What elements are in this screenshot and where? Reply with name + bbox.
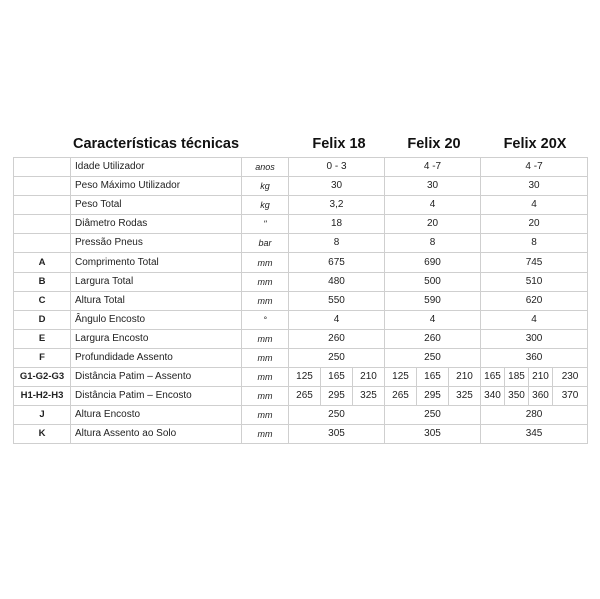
row-unit: mm: [242, 425, 289, 444]
row-unit: mm: [242, 368, 289, 387]
row-label: Distância Patim – Encosto: [71, 387, 242, 406]
table-row: [14, 406, 588, 425]
row-label: Peso Máximo Utilizador: [71, 177, 242, 196]
table-row: [14, 177, 588, 196]
value-cell: 480: [289, 272, 385, 291]
value-cell: 165: [481, 368, 505, 387]
row-code: [14, 177, 71, 196]
value-cell: 185: [505, 368, 529, 387]
row-unit: bar: [242, 234, 289, 253]
row-unit: mm: [242, 291, 289, 310]
value-cell: 4: [289, 310, 385, 329]
value-cell: 250: [385, 406, 481, 425]
row-unit: °: [242, 310, 289, 329]
value-cell: 250: [289, 406, 385, 425]
value-cell: 265: [289, 387, 321, 406]
value-cell: 590: [385, 291, 481, 310]
value-cell: 230: [553, 368, 588, 387]
value-cell: 300: [481, 329, 588, 348]
table-row: [14, 215, 588, 234]
value-cell: 18: [289, 215, 385, 234]
value-cell: 210: [449, 368, 481, 387]
row-label: Distância Patim – Assento: [71, 368, 242, 387]
value-cell: 260: [385, 329, 481, 348]
value-cell: 4 -7: [481, 158, 588, 177]
row-unit: mm: [242, 272, 289, 291]
row-code: [14, 196, 71, 215]
table-row: [14, 234, 588, 253]
row-code: B: [14, 272, 71, 291]
value-cell: 675: [289, 253, 385, 272]
row-label: Largura Encosto: [71, 329, 242, 348]
value-cell: 550: [289, 291, 385, 310]
value-cell: 250: [289, 348, 385, 367]
row-code: H1-H2-H3: [14, 387, 71, 406]
row-code: E: [14, 329, 71, 348]
row-label: Idade Utilizador: [71, 158, 242, 177]
value-cell: 125: [289, 368, 321, 387]
row-code: F: [14, 348, 71, 367]
value-cell: 210: [529, 368, 553, 387]
row-label: Peso Total: [71, 196, 242, 215]
table-row: [14, 310, 588, 329]
specs-table: [13, 157, 588, 444]
value-cell: 345: [481, 425, 588, 444]
value-cell: 165: [321, 368, 353, 387]
value-cell: 125: [385, 368, 417, 387]
row-label: Pressão Pneus: [71, 234, 242, 253]
value-cell: 4 -7: [385, 158, 481, 177]
row-code: [14, 158, 71, 177]
row-label: Comprimento Total: [71, 253, 242, 272]
row-unit: anos: [242, 158, 289, 177]
row-label: Altura Assento ao Solo: [71, 425, 242, 444]
row-code: [14, 234, 71, 253]
row-unit: mm: [242, 387, 289, 406]
value-cell: 295: [417, 387, 449, 406]
value-cell: 325: [353, 387, 385, 406]
value-cell: 165: [417, 368, 449, 387]
value-cell: 8: [385, 234, 481, 253]
row-unit: mm: [242, 406, 289, 425]
product-header-felix-20x: Felix 20X: [503, 136, 567, 152]
value-cell: 4: [481, 196, 588, 215]
row-unit: kg: [242, 196, 289, 215]
value-cell: 305: [289, 425, 385, 444]
table-row: [14, 291, 588, 310]
row-unit: mm: [242, 253, 289, 272]
value-cell: 3,2: [289, 196, 385, 215]
table-row: [14, 158, 588, 177]
value-cell: 370: [553, 387, 588, 406]
product-header-felix-18: Felix 18: [312, 136, 366, 152]
table-title: Características técnicas: [73, 136, 240, 152]
value-cell: 360: [529, 387, 553, 406]
value-cell: 30: [481, 177, 588, 196]
row-label: Largura Total: [71, 272, 242, 291]
value-cell: 325: [449, 387, 481, 406]
value-cell: 8: [289, 234, 385, 253]
product-header-felix-20: Felix 20: [407, 136, 461, 152]
value-cell: 20: [481, 215, 588, 234]
table-row: [14, 196, 588, 215]
table-row: [14, 348, 588, 367]
row-code: A: [14, 253, 71, 272]
row-code: K: [14, 425, 71, 444]
value-cell: 210: [353, 368, 385, 387]
row-label: Profundidade Assento: [71, 348, 242, 367]
row-code: [14, 215, 71, 234]
value-cell: 4: [481, 310, 588, 329]
value-cell: 745: [481, 253, 588, 272]
value-cell: 260: [289, 329, 385, 348]
value-cell: 690: [385, 253, 481, 272]
value-cell: 4: [385, 310, 481, 329]
value-cell: 8: [481, 234, 588, 253]
table-row: [14, 329, 588, 348]
row-code: J: [14, 406, 71, 425]
table-row: [14, 425, 588, 444]
row-code: D: [14, 310, 71, 329]
value-cell: 340: [481, 387, 505, 406]
row-label: Altura Total: [71, 291, 242, 310]
value-cell: 510: [481, 272, 588, 291]
value-cell: 265: [385, 387, 417, 406]
row-unit: ": [242, 215, 289, 234]
row-label: Diâmetro Rodas: [71, 215, 242, 234]
table-row: [14, 387, 588, 406]
table-row: [14, 253, 588, 272]
row-unit: mm: [242, 348, 289, 367]
value-cell: 20: [385, 215, 481, 234]
row-code: C: [14, 291, 71, 310]
value-cell: 30: [289, 177, 385, 196]
value-cell: 305: [385, 425, 481, 444]
value-cell: 280: [481, 406, 588, 425]
value-cell: 500: [385, 272, 481, 291]
table-row: [14, 368, 588, 387]
table-row: [14, 272, 588, 291]
row-label: Ângulo Encosto: [71, 310, 242, 329]
row-label: Altura Encosto: [71, 406, 242, 425]
value-cell: 30: [385, 177, 481, 196]
row-code: G1-G2-G3: [14, 368, 71, 387]
value-cell: 4: [385, 196, 481, 215]
value-cell: 620: [481, 291, 588, 310]
value-cell: 295: [321, 387, 353, 406]
value-cell: 250: [385, 348, 481, 367]
value-cell: 0 - 3: [289, 158, 385, 177]
value-cell: 360: [481, 348, 588, 367]
row-unit: mm: [242, 329, 289, 348]
row-unit: kg: [242, 177, 289, 196]
value-cell: 350: [505, 387, 529, 406]
